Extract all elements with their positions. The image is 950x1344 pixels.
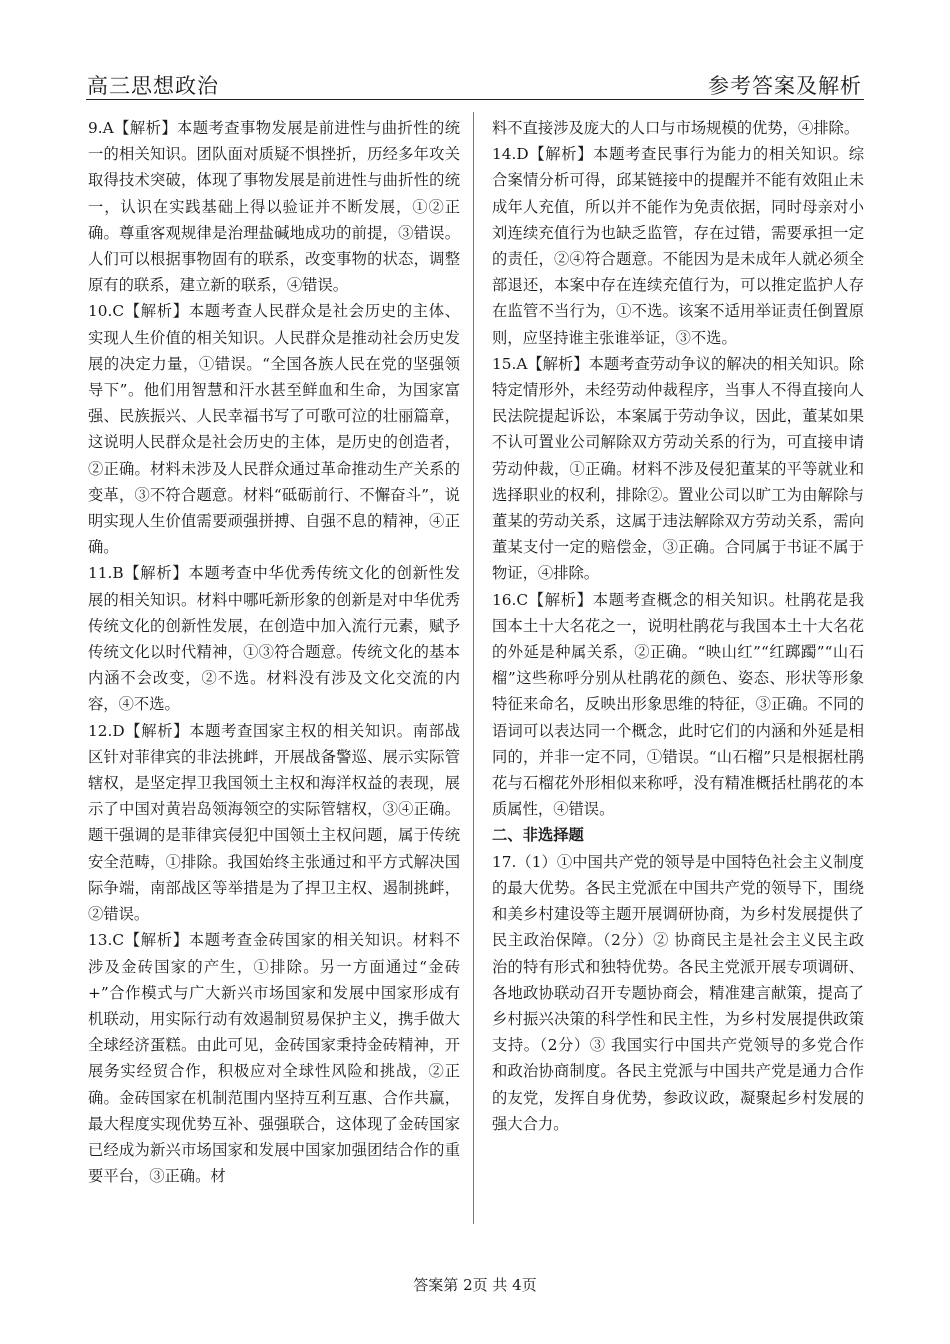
answer-q14: 14.D【解析】本题考查民事行为能力的相关知识。综合案情分析可得，邱某链接中的提醒并不能有效阻止未成年人充值，所以并不能作为免责依据，同时母亲对小刘连续充值行为也缺乏监管，存在过错，需要承担一定的责任，②④符合题意。不能因为是未成年人就必须全部退还，本案中存在连续充值行为，可以推定监护人存在监管不当行为，①不选。该案不适用举证责任倒置原则，应坚持谁主张谁举证，③不选。 <box>492 145 864 347</box>
answer-q16: 16.C【解析】本题考查概念的相关知识。杜鹃花是我国本土十大名花之一，说明杜鹃花与我国本土十大名花的外延是种属关系，②正确。“映山红”“红踯躅”“山石榴”这些称呼分别从杜鹃花的颜色、姿态、形状等形象特征来命名，反映出形象思维的特征，③正确。不同的语词可以表达同一个概念，此时它们的内涵和外延是相同的，并非一定不同，①错误。“山石榴”只是根据杜鹃花与石榴花外形相似来称呼，没有精准概括杜鹃花的本质属性，④错误。 <box>492 590 864 819</box>
answer-q9: 9.A【解析】本题考查事物发展是前进性与曲折性的统一的相关知识。团队面对质疑不惧挫折，历经多年攻关取得技术突破，体现了事物发展是前进性与曲折性的统一，认识在实践基础上得以验证并不断发展，①②正确。尊重客观规律是治理盐碱地成功的前提，③错误。人们可以根据事物固有的联系，改变事物的状态，调整原有的联系，建立新的联系，④错误。 <box>88 119 460 295</box>
section-heading: 二、非选择题 <box>492 826 584 845</box>
left-column <box>88 115 460 1189</box>
header-rule <box>86 99 864 100</box>
answer-q11: 11.B【解析】本题考查中华优秀传统文化的创新性发展的相关知识。材料中哪吒新形象的创新是对中华优秀传统文化的创新性发展，在创造中加入流行元素，赋予传统文化以时代精神，①③符合题意。传统文化的基本内涵不会改变，②不选。材料没有涉及文化交流的内容，④不选。 <box>88 564 460 714</box>
answer-q10: 10.C【解析】本题考查人民群众是社会历史的主体、实现人生价值的相关知识。人民群众是推动社会历史发展的决定力量，①错误。“全国各族人民在党的坚强领导下”。他们用智慧和汗水甚至鲜血和生命，为国家富强、民族振兴、人民幸福书写了可歌可泣的壮丽篇章，这说明人民群众是社会历史的主体，是历史的创造者，②正确。材料未涉及人民群众通过革命推动生产关系的变革，③不符合题意。材料“砥砺前行、不懈奋斗”，说明实现人生价值需要顽强拼搏、自强不息的精神，④正确。 <box>88 302 460 557</box>
page-footer: 答案第 2页 共 4页 <box>413 1276 537 1294</box>
answer-q17: 17.（1）①中国共产党的领导是中国特色社会主义制度的最大优势。各民主党派在中国共产党的领导下，围绕和美乡村建设等主题开展调研协商，为乡村发展提供了民主政治保障。（2分）② 协商民主是社会主义民主政治的特有形式和独特优势。各民主党派开展专项调研、各地政协联动召开专题协商会，精准建言献策，提高了乡村振兴决策的科学性和民主性，为乡村发展提供政策支持。（2分）③ 我国实行中国共产党领导的多党合作和政治协商制度。各民主党派与中国共产党是通力合作的友党，发挥自身优势，参政议政，凝聚起乡村发展的强大合力。 <box>492 852 864 1133</box>
answer-q13: 13.C【解析】本题考查金砖国家的相关知识。材料不涉及金砖国家的产生，①排除。另一方面通过“金砖+”合作模式与广大新兴市场国家和发展中国家形成有机联动，用实际行动有效遏制贸易保护主义，携手做大全球经济蛋糕。由此可见，金砖国家秉持金砖精神，开展务实经贸合作，积极应对全球性风险和挑战，②正确。金砖国家在机制范围内坚持互利互惠、合作共赢，最大程度实现优势互补、强强联合，这体现了金砖国家已经成为新兴市场国家和发展中国家加强团结合作的重要平台，③正确。材 <box>88 931 460 1186</box>
header-doc-title: 参考答案及解析 <box>708 74 862 98</box>
column-divider <box>473 112 474 1224</box>
answer-q12: 12.D【解析】本题考查国家主权的相关知识。南部战区针对菲律宾的非法挑衅，开展战备警巡、展示实际管辖权，是坚定捍卫我国领土主权和海洋权益的表现，展示了中国对黄岩岛领海领空的实际管辖权，③④正确。题干强调的是菲律宾侵犯中国领土主权问题，属于传统安全范畴，①排除。我国始终主张通过和平方式解决国际争端，南部战区等举措是为了捍卫主权、遏制挑衅，②错误。 <box>88 721 460 924</box>
answer-q13-continued: 料不直接涉及庞大的人口与市场规模的优势，④排除。 <box>492 119 860 137</box>
header-subject: 高三思想政治 <box>87 74 219 98</box>
answer-q15: 15.A【解析】本题考查劳动争议的解决的相关知识。除特定情形外，未经劳动仲裁程序，当事人不得直接向人民法院提起诉讼，本案属于劳动争议，因此，董某如果不认可置业公司解除双方劳动关系的行为，可直接申请劳动仲裁，①正确。材料不涉及侵犯董某的平等就业和选择职业的权利，排除②。置业公司以旷工为由解除与董某的劳动关系，这属于违法解除双方劳动关系，需向董某支付一定的赔偿金，③正确。合同属于书证不属于物证，④排除。 <box>492 354 864 583</box>
right-column <box>492 115 864 1137</box>
